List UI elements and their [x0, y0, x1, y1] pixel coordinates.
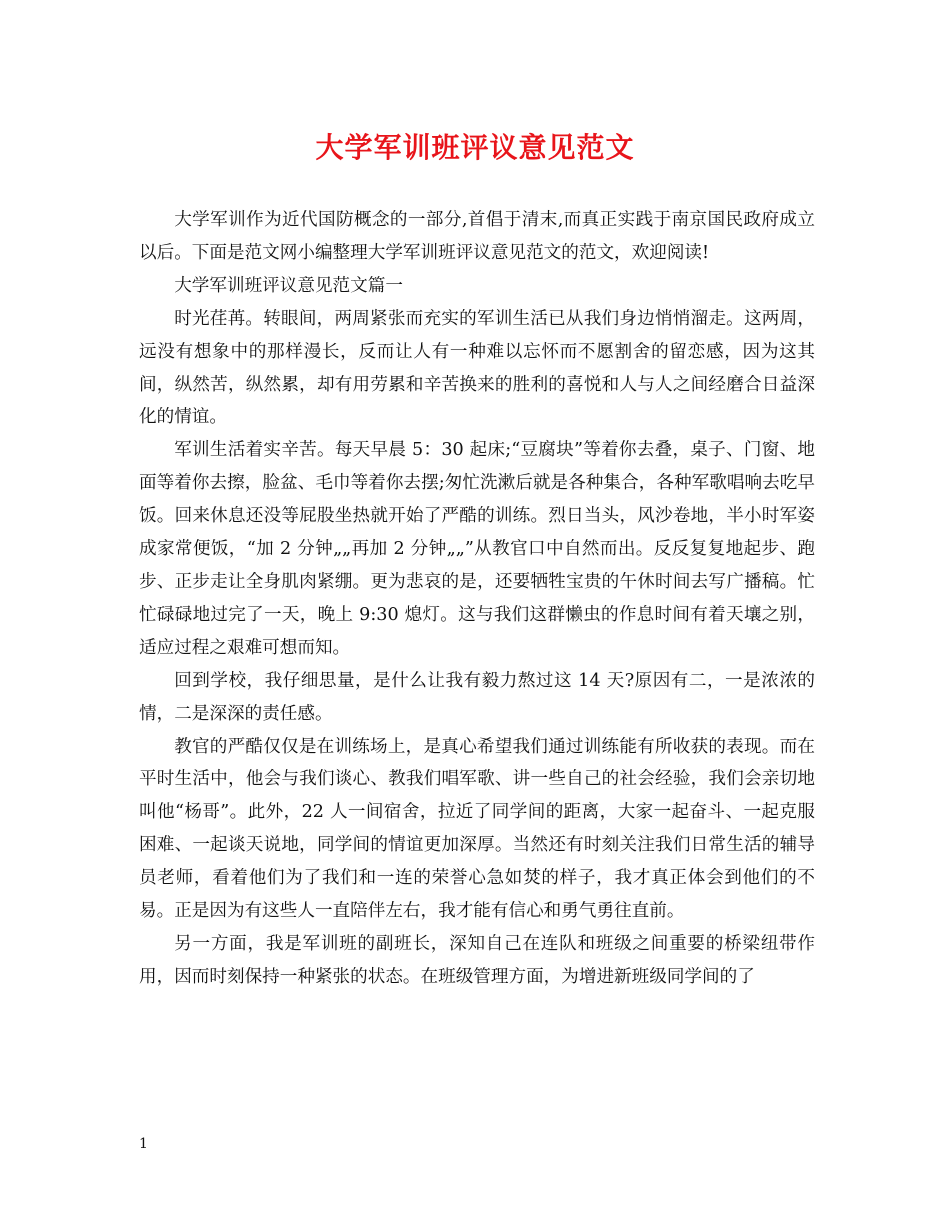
paragraph: 教官的严酷仅仅是在训练场上，是真心希望我们通过训练能有所收获的表现。而在平时生活中，他会与我们谈心、教我们唱军歌、讲一些自己的社会经验，我们会亲切地叫他“杨哥”。此外，22 人一间宿舍，拉近了同学间的距离，大家一起奋斗、一起克服困难、一起谈天说地，同学间的情谊更加深厚。当然还有时刻关注我们日常生活的辅导员老师，看着他们为了我们和一连的荣誉心急如焚的样子，我才真正体会到他们的不易。正是因为有这些人一直陪伴左右，我才能有信心和勇气勇往直前。 [139, 736, 815, 922]
paragraph-intro: 大学军训作为近代国防概念的一部分,首倡于清末,而真正实践于南京国民政府成立以后。下面是范文网小编整理大学军训班评议意见范文的范文，欢迎阅读! [139, 210, 815, 263]
page-number: 1 [139, 1136, 148, 1152]
paragraph: 时光荏苒。转眼间，两周紧张而充实的军训生活已从我们身边悄悄溜走。这两周，远没有想象中的那样漫长，反而让人有一种难以忘怀而不愿割舍的留恋感，因为这其间，纵然苦，纵然累，却有用劳累和辛苦换来的胜利的喜悦和人与人之间经磨合日益深化的情谊。 [139, 308, 815, 428]
document-title: 大学军训班评议意见范文 [315, 131, 635, 164]
document-body [139, 204, 815, 994]
section-heading: 大学军训班评议意见范文篇一 [174, 275, 403, 296]
paragraph: 军训生活着实辛苦。每天早晨 5：30 起床;“豆腐块”等着你去叠，桌子、门窗、地面等着你去擦，脸盆、毛巾等着你去摆;匆忙洗漱后就是各种集合，各种军歌唱响去吃早饭。回来休息还没等屁股坐热就开始了严酷的训练。烈日当头，风沙卷地，半小时军姿成家常便饭，“加 2 分钟„„再加 2 分钟„„”从教官口中自然而出。反反复复地起步、跑步、正步走让全身肌肉紧绷。更为悲哀的是，还要牺牲宝贵的午休时间去写广播稿。忙忙碌碌地过完了一天，晚上 9:30 熄灯。这与我们这群懒虫的作息时间有着天壤之别，适应过程之艰难可想而知。 [139, 440, 815, 658]
paragraph: 另一方面，我是军训班的副班长，深知自己在连队和班级之间重要的桥梁纽带作用，因而时刻保持一种紧张的状态。在班级管理方面，为增进新班级同学间的了 [139, 933, 815, 987]
paragraph: 回到学校，我仔细思量，是什么让我有毅力熬过这 14 天?原因有二，一是浓浓的情，二是深深的责任感。 [139, 670, 815, 724]
